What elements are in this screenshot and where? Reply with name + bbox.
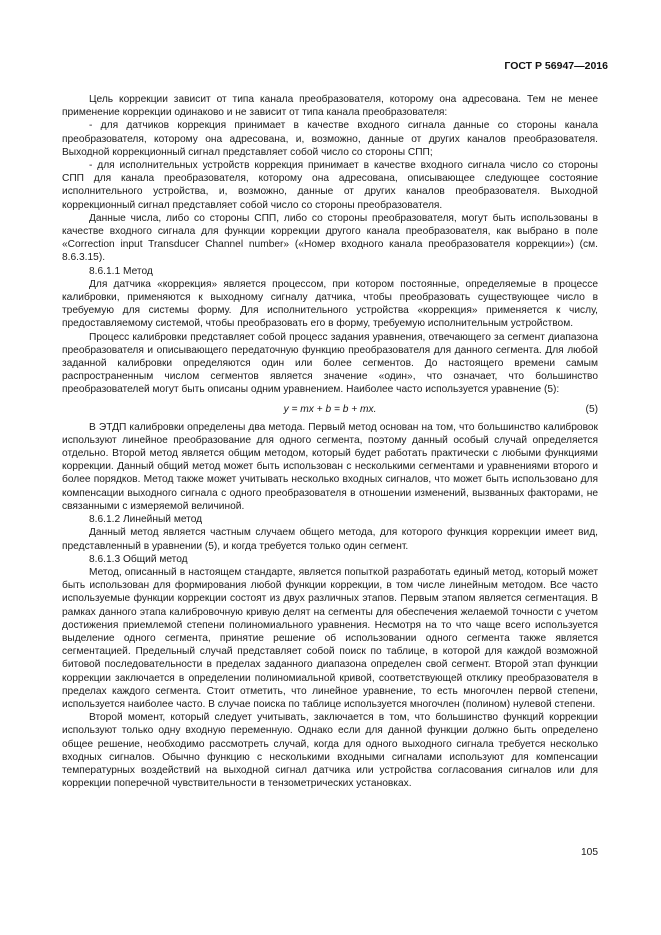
section-heading: 8.6.1.1 Метод (89, 265, 153, 277)
paragraph: Цель коррекции зависит от типа канала преобразователя, которому она адресована. Тем не менее применение коррекции одинаково и не зависит от типа канала преобразователя: (62, 94, 598, 119)
section-heading: 8.6.1.3 Общий метод (89, 553, 188, 565)
page-number: 105 (581, 847, 598, 858)
equation-block (62, 399, 598, 421)
section-heading: 8.6.1.2 Линейный метод (89, 514, 203, 526)
paragraph: Процесс калибровки представляет собой процесс задания уравнения, отвечающего за сегмент диапазона преобразователя и описывающего передаточную функцию преобразователя для данного сегмента. Для любой заданной калибровки определяются один или более сегментов. До настоящего времени самым распространенным числом сегментов является значение «один», что означает, что большинство преобразователей могут быть описаны одним уравнением. Наиболее часто используется уравнение (5): (62, 331, 598, 396)
paragraph: Метод, описанный в настоящем стандарте, является попыткой разработать единый метод, который может быть использован для формирования любой функции коррекции, в том числе линейным методом. Все часто используемые функции коррекции состоят из двух различных этапов. Первым этапом является сегментация. В рамках данного этапа калибровочную кривую делят на сегменты для обеспечения желаемой точности с учетом достижения приемлемой степени полиномиального уравнения. Несмотря на то что чаще всего используется выделение одного сегмента, принятие решение об использовании одного сегмента также является сегментацией. Предельный случай представляет собой поиск по таблице, в которой для каждой возможной битовой последовательности в пределах заданного диапазона определен свой сегмент. Второй этап функции коррекции заключается в определении полиномиальной кривой, соответствующей отклику преобразователя в пределах каждого сегмента. Стоит отметить, что линейное уравнение, то есть многочлен первой степени, используется наиболее часто. В случае поиска по таблице используется многочлен (полином) нулевой степени. (62, 566, 598, 710)
list-item: - для датчиков коррекция принимает в качестве входного сигнала данные со стороны канала преобразователя, которому она адресована, и, возможно, данные от других каналов преобразователя. Выходной коррекционный сигнал представляет собой число со стороны СПП; (62, 120, 598, 158)
paragraph: В ЭТДП калибровки определены два метода. Первый метод основан на том, что большинство калибровок используют линейное преобразование для одного сегмента, поэтому данный особый случай определяется отдельно. Второй метод является общим методом, который будет работать практически с любыми функциями коррекции. Данный общий метод может быть использован с несколькими сегментами и уравнениями второго и более порядков. Метод также может учитывать несколько входных сигналов, что может быть использовано для компенсации выходного сигнала с одного преобразователя в отношении изменений, вызванных факторами, не связанными с измеряемой величиной. (62, 421, 598, 512)
document-header: ГОСТ Р 56947—2016 (504, 60, 608, 72)
equation: y = mx + b = b + mx. (283, 403, 377, 415)
equation-number: (5) (585, 403, 598, 415)
list-item: - для исполнительных устройств коррекция принимает в качестве входного сигнала число со стороны СПП для канала преобразователя, которому она адресована, описывающее следующее состояние исполнительного устройства, и, возможно, данные от других каналов преобразователя. Выходной коррекционный сигнал представляет собой число со стороны преобразователя. (62, 160, 598, 211)
paragraph: Второй момент, который следует учитывать, заключается в том, что большинство функций коррекции используют только одну входную переменную. Однако если для данной функции должно быть определено общее решение, необходимо рассмотреть случай, когда для одного выходного сигнала требуется несколько входных сигналов. Обычно функцию с несколькими входными сигналами используют для компенсации температурных воздействий на выходной сигнал датчика или устройства согласования сигналов или для коррекции поперечной чувствительности в тензометрических установках. (62, 712, 598, 790)
document-body (62, 93, 598, 790)
paragraph: Данные числа, либо со стороны СПП, либо со стороны преобразователя, могут быть использованы в качестве входного сигнала для функции коррекции другого канала преобразователя, как выбрано в поле «Correction input Transducer Channel number» («Номер входного канала преобразователя коррекции») (см. 8.6.3.15). (62, 212, 598, 264)
paragraph: Для датчика «коррекция» является процессом, при котором постоянные, определяемые в процессе калибровки, применяются к выходному сигналу датчика, чтобы преобразовать существующее число в требуемую для системы форму. Для исполнительного устройства «коррекция» применяется к числу, предоставляемому системой, чтобы преобразовать его в форму, требуемую исполнительным устройством. (62, 278, 598, 330)
paragraph: Данный метод является частным случаем общего метода, для которого функция коррекции имеет вид, представленный в уравнении (5), и когда требуется только один сегмент. (62, 527, 598, 552)
